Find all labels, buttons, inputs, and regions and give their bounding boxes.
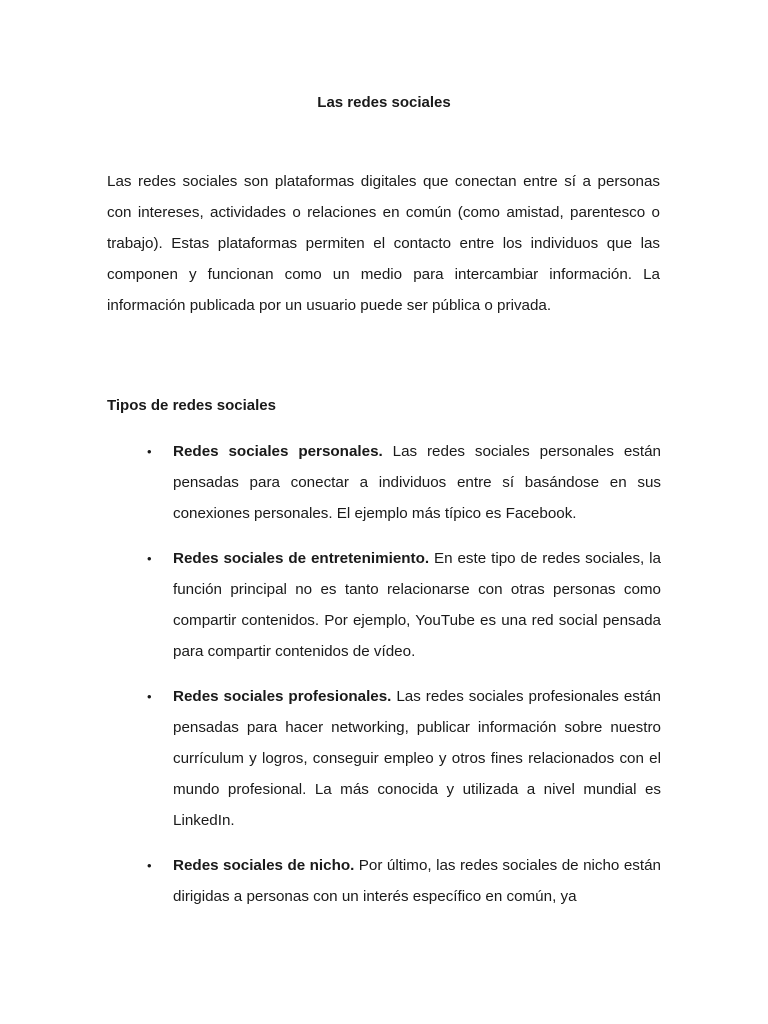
- list-item: [147, 681, 661, 836]
- document-title: Las redes sociales: [317, 94, 451, 111]
- list-item-text: En este tipo de redes sociales, la función principal no es tanto relacionarse con otras personas como compartir contenidos. Por ejemplo, YouTube es una red social pensada para compartir contenidos de vídeo.: [173, 550, 661, 660]
- list-item-title: Redes sociales personales.: [173, 443, 383, 460]
- bullet-icon: •: [147, 689, 152, 704]
- intro-paragraph: Las redes sociales son plataformas digitales que conectan entre sí a personas con intereses, actividades o relaciones en común (como amistad, parentesco o trabajo). Estas plataformas permiten el contacto entre los individuos que las componen y funcionan como un medio para intercambiar información. La información publicada por un usuario puede ser pública o privada.: [107, 173, 660, 314]
- social-network-types-list: [147, 436, 661, 926]
- list-item: [147, 543, 661, 667]
- list-item-text: Las redes sociales profesionales están pensadas para hacer networking, publicar información sobre nuestro currículum y logros, conseguir empleo y otros fines relacionados con el mundo profesional. La más conocida y utilizada a nivel mundial es LinkedIn.: [173, 688, 661, 829]
- list-item-title: Redes sociales de entretenimiento.: [173, 550, 430, 567]
- list-item-title: Redes sociales profesionales.: [173, 688, 392, 705]
- bullet-icon: •: [147, 551, 152, 566]
- list-item-text: Por último, las redes sociales de nicho están dirigidas a personas con un interés específico en común, ya: [173, 857, 661, 905]
- section-heading: Tipos de redes sociales: [107, 397, 276, 414]
- list-item-text: Las redes sociales personales están pensadas para conectar a individuos entre sí basándose en sus conexiones personales. El ejemplo más típico es Facebook.: [173, 443, 661, 522]
- bullet-icon: •: [147, 858, 152, 873]
- list-item: [147, 850, 661, 912]
- bullet-icon: •: [147, 444, 152, 459]
- list-item-title: Redes sociales de nicho.: [173, 857, 355, 874]
- list-item: [147, 436, 661, 529]
